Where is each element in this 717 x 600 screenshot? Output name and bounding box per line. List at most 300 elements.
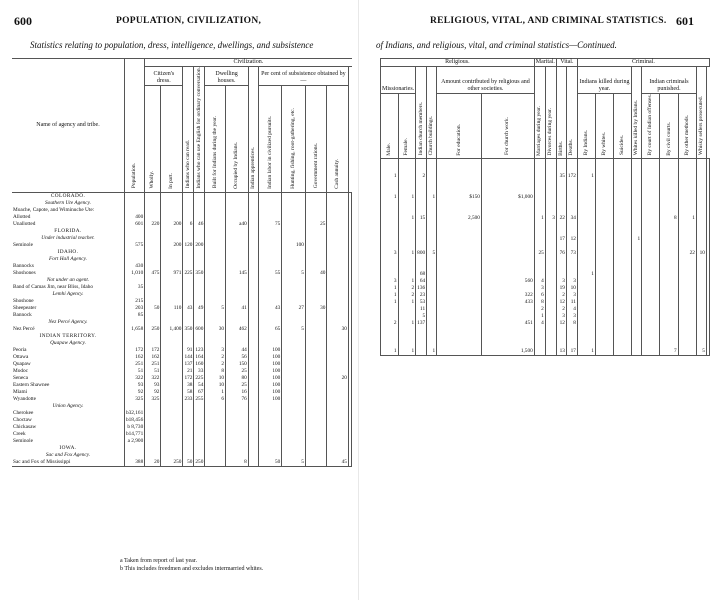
table-row <box>12 214 352 221</box>
table-cell <box>125 333 145 340</box>
table-cell <box>614 208 632 215</box>
table-cell <box>534 180 545 187</box>
table-cell: 1 <box>398 194 416 201</box>
table-cell <box>348 291 351 298</box>
table-cell <box>545 327 556 334</box>
table-row <box>12 368 352 375</box>
table-cell <box>248 361 258 368</box>
table-cell <box>595 257 613 264</box>
table-cell <box>577 250 595 257</box>
tribe-name: Choctaw <box>13 416 32 423</box>
table-cell <box>305 200 327 207</box>
table-cell: 100 <box>258 347 282 354</box>
table-cell <box>706 320 709 327</box>
population-header <box>125 59 145 193</box>
table-cell <box>678 306 696 313</box>
table-cell: 67 <box>194 389 205 396</box>
table-cell <box>205 263 226 270</box>
table-cell <box>678 299 696 306</box>
table-cell <box>566 229 577 236</box>
table-cell <box>205 340 226 347</box>
table-cell <box>161 312 183 319</box>
table-cell <box>282 284 306 291</box>
table-cell <box>632 257 642 264</box>
hunting-header <box>282 86 306 193</box>
table-cell <box>566 257 577 264</box>
table-cell <box>427 222 437 229</box>
table-cell <box>706 348 709 356</box>
table-cell <box>566 243 577 250</box>
table-row <box>381 257 710 264</box>
table-cell <box>194 249 205 256</box>
table-cell: 73 <box>566 250 577 257</box>
table-cell <box>706 180 709 187</box>
table-cell: 5 <box>427 250 437 257</box>
table-cell <box>183 424 194 431</box>
table-cell: 251 <box>125 361 145 368</box>
table-cell: 8 <box>226 459 249 467</box>
table-cell <box>205 417 226 424</box>
table-cell <box>348 207 351 214</box>
table-cell <box>678 341 696 348</box>
table-cell: a40 <box>226 221 249 228</box>
table-cell <box>534 201 545 208</box>
table-cell <box>327 305 349 312</box>
table-cell: 250 <box>161 459 183 467</box>
table-cell <box>348 298 351 305</box>
table-cell <box>632 292 642 299</box>
table-cell: 11 <box>416 306 427 313</box>
table-cell <box>282 235 306 242</box>
table-cell <box>660 194 678 201</box>
table-cell <box>577 327 595 334</box>
table-cell <box>696 180 706 187</box>
table-cell <box>226 340 249 347</box>
table-cell <box>348 459 351 467</box>
table-cell: 51 <box>125 368 145 375</box>
table-row <box>381 341 710 348</box>
table-cell <box>660 306 678 313</box>
table-cell <box>348 277 351 284</box>
table-cell <box>642 257 660 264</box>
table-cell <box>183 200 194 207</box>
can-read-label: Indians who can read. <box>184 140 191 189</box>
table-cell <box>348 200 351 207</box>
agency-heading: Fort Hall Agency. <box>48 255 87 262</box>
table-cell <box>545 348 556 356</box>
by-whites-header <box>595 94 613 159</box>
table-cell <box>614 292 632 299</box>
table-cell: 200 <box>161 221 183 228</box>
table-cell <box>642 236 660 243</box>
table-cell <box>398 208 416 215</box>
table-cell <box>145 319 161 326</box>
agency-heading: Lemhi Agency. <box>52 290 84 297</box>
table-cell <box>545 194 556 201</box>
table-cell <box>248 354 258 361</box>
table-row <box>381 348 710 356</box>
table-cell: 68 <box>416 271 427 278</box>
table-row <box>12 256 352 263</box>
table-row <box>12 389 352 396</box>
table-cell <box>161 263 183 270</box>
table-cell <box>145 417 161 424</box>
table-cell <box>642 222 660 229</box>
table-cell: 17 <box>566 348 577 356</box>
table-cell <box>678 187 696 194</box>
table-cell <box>660 243 678 250</box>
table-cell <box>327 221 349 228</box>
table-cell <box>258 298 282 305</box>
page-gutter <box>358 0 359 600</box>
table-cell <box>566 187 577 194</box>
table-row <box>381 264 710 271</box>
tribe-name: Quapaw <box>13 360 31 367</box>
table-cell <box>205 319 226 326</box>
table-cell: 322 <box>145 375 161 382</box>
table-cell: 162 <box>125 354 145 361</box>
table-cell <box>416 257 427 264</box>
table-cell <box>632 215 642 222</box>
by-civil-courts-header <box>660 94 678 159</box>
table-cell: 20 <box>145 459 161 467</box>
table-cell <box>595 299 613 306</box>
table-cell <box>226 192 249 200</box>
table-cell <box>534 222 545 229</box>
table-cell <box>348 382 351 389</box>
table-cell <box>416 194 427 201</box>
table-cell <box>194 277 205 284</box>
table-row <box>381 320 710 327</box>
table-row <box>12 438 352 445</box>
table-cell <box>282 249 306 256</box>
table-cell: 92 <box>145 389 161 396</box>
table-cell <box>161 284 183 291</box>
table-cell <box>305 192 327 200</box>
labor-label: Indian labor in civilized pursuits. <box>266 115 273 189</box>
table-row <box>12 319 352 326</box>
table-cell <box>258 207 282 214</box>
table-cell <box>305 263 327 270</box>
table-cell: 215 <box>125 298 145 305</box>
table-cell <box>226 403 249 410</box>
table-cell <box>614 320 632 327</box>
table-cell <box>642 320 660 327</box>
agency-heading: Union Agency. <box>52 402 84 409</box>
table-cell <box>125 319 145 326</box>
table-cell: 1 <box>381 194 399 201</box>
table-cell <box>545 334 556 341</box>
table-cell <box>125 403 145 410</box>
left-page-subtitle: Statistics relating to population, dress, intelligence, dwellings, and subsistence <box>30 40 314 50</box>
table-cell <box>161 333 183 340</box>
table-cell <box>327 354 349 361</box>
table-cell <box>427 292 437 299</box>
table-cell <box>660 173 678 180</box>
table-cell <box>696 292 706 299</box>
table-cell <box>481 215 534 222</box>
table-cell <box>226 228 249 235</box>
table-cell <box>696 327 706 334</box>
table-cell <box>226 263 249 270</box>
table-cell <box>258 445 282 452</box>
table-cell: 575 <box>125 242 145 249</box>
table-cell: 2 <box>398 285 416 292</box>
table-cell: 12 <box>556 320 566 327</box>
table-cell <box>305 256 327 263</box>
table-cell <box>161 389 183 396</box>
table-cell <box>696 173 706 180</box>
table-cell <box>205 235 226 242</box>
table-cell <box>348 333 351 340</box>
table-cell <box>248 375 258 382</box>
table-cell <box>416 208 427 215</box>
table-cell <box>545 208 556 215</box>
table-cell: 1 <box>427 194 437 201</box>
table-cell <box>437 348 482 356</box>
table-cell <box>205 403 226 410</box>
table-cell <box>696 285 706 292</box>
table-cell <box>696 320 706 327</box>
table-cell <box>248 291 258 298</box>
table-cell <box>348 438 351 445</box>
table-cell <box>416 264 427 271</box>
table-cell: 3 <box>556 278 566 285</box>
table-cell <box>595 327 613 334</box>
table-cell <box>577 187 595 194</box>
table-row <box>12 445 352 452</box>
table-cell <box>632 348 642 356</box>
table-cell <box>696 278 706 285</box>
table-cell <box>595 173 613 180</box>
table-row <box>381 166 710 173</box>
table-cell <box>427 243 437 250</box>
table-cell: 2 <box>556 306 566 313</box>
table-cell: $1,000 <box>481 194 534 201</box>
table-cell <box>145 340 161 347</box>
table-cell: 6 <box>183 221 194 228</box>
table-cell <box>642 201 660 208</box>
table-cell <box>614 327 632 334</box>
table-cell: 325 <box>145 396 161 403</box>
table-cell: 80 <box>226 375 249 382</box>
table-cell <box>398 306 416 313</box>
table-cell <box>566 334 577 341</box>
table-cell <box>125 228 145 235</box>
table-cell <box>556 166 566 173</box>
by-indians-label: By Indians. <box>582 130 589 156</box>
table-cell <box>566 327 577 334</box>
whisky-label: Whisky sellers prosecuted. <box>697 96 704 156</box>
tribe-name: Ottawa <box>13 353 29 360</box>
table-cell <box>545 180 556 187</box>
table-cell: 433 <box>481 299 534 306</box>
table-cell: 350 <box>184 325 193 332</box>
table-cell <box>437 341 482 348</box>
table-cell <box>327 291 349 298</box>
table-cell: 16 <box>226 389 249 396</box>
table-cell <box>595 285 613 292</box>
table-cell <box>614 166 632 173</box>
table-cell <box>545 250 556 257</box>
table-cell <box>398 236 416 243</box>
table-cell: 172 <box>145 347 161 354</box>
table-cell <box>660 320 678 327</box>
table-cell: 2 <box>398 292 416 299</box>
table-cell: 1 <box>534 215 545 222</box>
table-cell <box>381 187 399 194</box>
table-cell <box>696 208 706 215</box>
table-cell <box>545 222 556 229</box>
table-cell <box>545 264 556 271</box>
table-cell <box>381 306 399 313</box>
table-cell <box>183 263 194 270</box>
table-cell <box>577 292 595 299</box>
table-cell <box>642 341 660 348</box>
table-cell <box>545 285 556 292</box>
table-cell <box>226 319 249 326</box>
table-cell: 50 <box>145 305 161 312</box>
table-cell <box>258 263 282 270</box>
table-cell <box>706 299 709 306</box>
table-cell <box>437 320 482 327</box>
table-cell <box>258 291 282 298</box>
table-cell <box>595 250 613 257</box>
table-cell <box>282 431 306 438</box>
table-cell <box>556 187 566 194</box>
table-cell <box>258 242 282 249</box>
table-cell <box>678 159 696 167</box>
table-cell <box>348 214 351 221</box>
table-row <box>12 298 352 305</box>
table-cell <box>706 306 709 313</box>
table-cell <box>305 382 327 389</box>
table-cell: 41 <box>226 305 249 312</box>
table-cell <box>706 159 709 167</box>
table-cell <box>381 222 399 229</box>
left-page <box>0 0 358 600</box>
table-cell <box>125 291 145 298</box>
table-cell <box>545 320 556 327</box>
table-cell <box>642 229 660 236</box>
table-cell <box>427 320 437 327</box>
table-cell <box>437 201 482 208</box>
table-cell: 2 <box>534 306 545 313</box>
table-cell <box>566 264 577 271</box>
table-cell <box>481 327 534 334</box>
table-row <box>381 208 710 215</box>
table-cell <box>327 340 349 347</box>
table-cell <box>696 215 706 222</box>
table-cell <box>614 201 632 208</box>
table-cell <box>327 410 349 417</box>
table-cell: 10 <box>205 375 226 382</box>
table-cell: 462 <box>226 326 249 333</box>
table-cell <box>183 228 194 235</box>
table-cell <box>145 242 161 249</box>
table-cell <box>145 291 161 298</box>
table-cell <box>577 236 595 243</box>
table-cell <box>248 305 258 312</box>
table-cell <box>248 389 258 396</box>
table-cell <box>248 382 258 389</box>
table-cell <box>327 424 349 431</box>
table-cell <box>642 166 660 173</box>
table-cell: 110 <box>161 305 183 312</box>
tribe-name: Shoshone <box>13 297 34 304</box>
table-cell <box>248 312 258 319</box>
agency-heading: Not under an agent. <box>46 276 90 283</box>
table-cell <box>282 200 306 207</box>
table-cell <box>556 327 566 334</box>
by-court-header <box>642 94 660 159</box>
table-cell <box>678 222 696 229</box>
table-cell <box>427 236 437 243</box>
table-row <box>12 270 352 277</box>
table-cell <box>258 438 282 445</box>
table-cell: 172 <box>184 374 193 381</box>
table-cell: 4 <box>534 278 545 285</box>
table-row <box>381 271 710 278</box>
table-cell <box>481 271 534 278</box>
table-cell <box>660 180 678 187</box>
table-row <box>12 354 352 361</box>
table-cell <box>161 228 183 235</box>
table-cell: 100 <box>258 396 282 403</box>
table-cell <box>398 201 416 208</box>
church-buildings-header <box>427 67 437 159</box>
table-cell <box>248 284 258 291</box>
table-cell <box>678 292 696 299</box>
table-cell <box>194 298 205 305</box>
table-cell <box>258 249 282 256</box>
table-cell <box>226 452 249 459</box>
table-cell: 1 <box>398 320 416 327</box>
table-cell <box>678 320 696 327</box>
table-cell <box>305 368 327 375</box>
by-whites-label: By whites. <box>600 131 607 156</box>
table-cell <box>427 173 437 180</box>
table-cell <box>194 291 205 298</box>
table-cell <box>427 313 437 320</box>
table-cell <box>183 445 194 452</box>
table-cell: 3 <box>381 278 399 285</box>
table-cell <box>258 277 282 284</box>
table-cell <box>556 334 566 341</box>
table-row <box>12 431 352 438</box>
table-row <box>12 340 352 347</box>
tribe-name: Creek <box>13 430 26 437</box>
table-cell <box>678 229 696 236</box>
table-cell <box>258 235 282 242</box>
table-cell <box>258 431 282 438</box>
table-cell <box>556 271 566 278</box>
table-cell <box>678 201 696 208</box>
table-cell <box>327 298 349 305</box>
table-cell: 250 <box>145 326 161 333</box>
table-cell <box>660 341 678 348</box>
table-cell <box>248 459 258 467</box>
table-cell: 15 <box>416 215 427 222</box>
table-cell <box>481 208 534 215</box>
table-cell: 1 <box>205 389 226 396</box>
table-cell <box>305 445 327 452</box>
table-cell <box>642 208 660 215</box>
table-cell <box>381 243 399 250</box>
table-cell <box>427 264 437 271</box>
table-cell <box>534 271 545 278</box>
table-cell <box>282 228 306 235</box>
